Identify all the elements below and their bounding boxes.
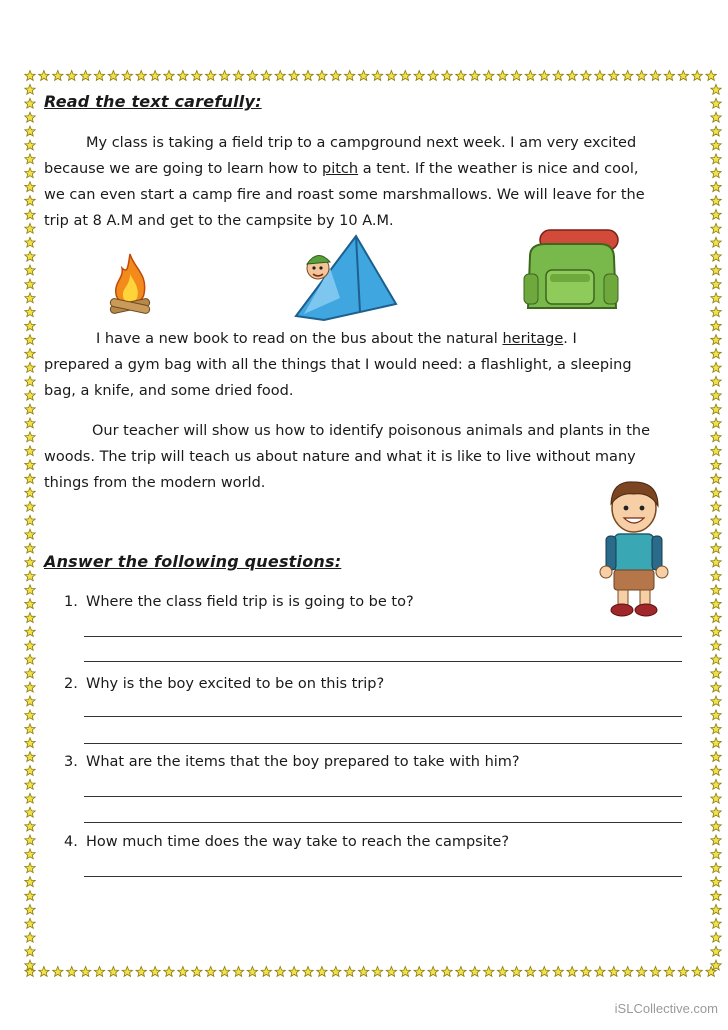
- border-star: [25, 474, 35, 484]
- border-star: [711, 112, 721, 122]
- border-star: [711, 210, 721, 220]
- border-star: [636, 967, 646, 977]
- border-star: [164, 71, 174, 81]
- border-star: [595, 967, 605, 977]
- paragraph-2: [44, 326, 684, 404]
- border-star: [150, 967, 160, 977]
- border-star: [636, 71, 646, 81]
- paragraph-3-line-2: woods. The trip will teach us about nature and what it is like to live without many: [44, 449, 636, 465]
- questions-heading: Answer the following questions:: [44, 552, 342, 571]
- border-star: [711, 98, 721, 108]
- border-star: [711, 654, 721, 664]
- border-star: [442, 967, 452, 977]
- border-star: [525, 71, 535, 81]
- border-star: [25, 849, 35, 859]
- border-star: [303, 71, 313, 81]
- border-star: [303, 967, 313, 977]
- paragraph-1-line-2: because we are going to learn how to pitch a tent. If the weather is nice and cool,: [44, 161, 639, 177]
- border-star: [711, 543, 721, 553]
- border-star: [108, 71, 118, 81]
- border-star: [497, 967, 507, 977]
- border-star: [711, 418, 721, 428]
- border-star: [711, 362, 721, 372]
- border-star: [539, 71, 549, 81]
- border-star: [122, 71, 132, 81]
- paragraph-1-line-3: we can even start a camp fire and roast some marshmallows. We will leave for the: [44, 187, 645, 203]
- border-star: [711, 140, 721, 150]
- border-star: [206, 71, 216, 81]
- border-star: [711, 460, 721, 470]
- border-star: [711, 182, 721, 192]
- border-star: [178, 967, 188, 977]
- border-star: [711, 599, 721, 609]
- border-star: [456, 71, 466, 81]
- border-star: [25, 335, 35, 345]
- border-star: [711, 307, 721, 317]
- border-star: [25, 349, 35, 359]
- paragraph-2-line-2: prepared a gym bag with all the things that I would need: a flashlight, a sleeping: [44, 357, 632, 373]
- answer-line[interactable]: [84, 636, 682, 637]
- border-star: [711, 279, 721, 289]
- question-4: 4. How much time does the way take to reach the campsite?: [64, 834, 510, 850]
- boy-icon: [598, 476, 670, 620]
- border-star: [711, 488, 721, 498]
- border-star: [164, 967, 174, 977]
- border-star: [484, 71, 494, 81]
- border-star: [25, 557, 35, 567]
- border-star: [289, 71, 299, 81]
- border-star: [711, 196, 721, 206]
- border-star: [25, 682, 35, 692]
- border-star: [25, 863, 35, 873]
- border-star: [711, 932, 721, 942]
- border-star: [386, 71, 396, 81]
- border-star: [711, 154, 721, 164]
- border-star: [664, 967, 674, 977]
- border-star: [25, 237, 35, 247]
- border-star: [711, 613, 721, 623]
- paragraph-2-line-1: I have a new book to read on the bus about the natural heritage. I: [96, 331, 577, 347]
- border-star: [25, 627, 35, 637]
- border-star: [711, 807, 721, 817]
- border-star: [192, 967, 202, 977]
- answer-line[interactable]: [84, 743, 682, 744]
- border-star: [711, 779, 721, 789]
- border-star: [275, 967, 285, 977]
- border-star: [25, 515, 35, 525]
- border-star: [67, 71, 77, 81]
- border-star: [25, 738, 35, 748]
- border-star: [108, 967, 118, 977]
- border-star: [711, 863, 721, 873]
- paragraph-3: [44, 418, 684, 496]
- border-star: [25, 640, 35, 650]
- border-star: [711, 376, 721, 386]
- border-star: [150, 71, 160, 81]
- border-star: [711, 265, 721, 275]
- paragraph-3-line-3: things from the modern world.: [44, 475, 266, 491]
- border-star: [25, 668, 35, 678]
- border-star: [711, 877, 721, 887]
- border-star: [711, 223, 721, 233]
- border-star: [178, 71, 188, 81]
- border-star: [711, 682, 721, 692]
- border-star: [711, 918, 721, 928]
- border-star: [25, 821, 35, 831]
- border-star: [25, 154, 35, 164]
- border-star: [25, 182, 35, 192]
- border-star: [39, 71, 49, 81]
- border-star: [525, 967, 535, 977]
- border-star: [372, 967, 382, 977]
- border-star: [711, 126, 721, 136]
- border-star: [25, 543, 35, 553]
- border-star: [25, 446, 35, 456]
- border-star: [25, 613, 35, 623]
- underlined-word-pitch: pitch: [322, 161, 359, 177]
- paragraph-1-line-1: My class is taking a field trip to a campground next week. I am very excited: [86, 135, 637, 151]
- border-star: [581, 71, 591, 81]
- border-star: [25, 196, 35, 206]
- border-star: [25, 793, 35, 803]
- question-2: 2. Why is the boy excited to be on this trip?: [64, 676, 385, 692]
- border-star: [25, 126, 35, 136]
- border-star: [25, 766, 35, 776]
- border-star: [25, 696, 35, 706]
- border-star: [25, 571, 35, 581]
- paragraph-1-line-4: trip at 8 A.M and get to the campsite by 10 A.M.: [44, 213, 394, 229]
- border-star: [664, 71, 674, 81]
- border-star: [25, 168, 35, 178]
- border-star: [25, 418, 35, 428]
- border-star: [25, 362, 35, 372]
- paragraph-2-line-3: bag, a knife, and some dried food.: [44, 383, 294, 399]
- border-star: [609, 71, 619, 81]
- border-star: [25, 112, 35, 122]
- border-star: [711, 766, 721, 776]
- border-star: [136, 967, 146, 977]
- border-star: [711, 696, 721, 706]
- border-star: [67, 967, 77, 977]
- border-star: [711, 585, 721, 595]
- border-star: [497, 71, 507, 81]
- reading-heading: Read the text carefully:: [44, 92, 262, 111]
- border-star: [289, 967, 299, 977]
- border-star: [711, 738, 721, 748]
- border-star: [331, 967, 341, 977]
- border-star: [25, 223, 35, 233]
- border-star: [650, 967, 660, 977]
- border-star: [122, 967, 132, 977]
- border-star: [53, 71, 63, 81]
- border-star: [331, 71, 341, 81]
- question-1: 1. Where the class field trip is is going to be to?: [64, 594, 414, 610]
- border-star: [711, 793, 721, 803]
- border-star: [428, 71, 438, 81]
- border-star: [219, 967, 229, 977]
- border-star: [25, 932, 35, 942]
- border-star: [511, 71, 521, 81]
- border-star: [706, 71, 716, 81]
- border-star: [233, 967, 243, 977]
- answer-line[interactable]: [84, 876, 682, 877]
- border-star: [25, 807, 35, 817]
- border-star: [25, 877, 35, 887]
- border-star: [25, 585, 35, 595]
- border-star: [25, 654, 35, 664]
- border-star: [192, 71, 202, 81]
- border-star: [711, 515, 721, 525]
- border-star: [25, 599, 35, 609]
- border-star: [94, 71, 104, 81]
- border-star: [711, 946, 721, 956]
- border-star: [442, 71, 452, 81]
- border-star: [650, 71, 660, 81]
- border-star: [25, 724, 35, 734]
- answer-line[interactable]: [84, 661, 682, 662]
- border-star: [711, 627, 721, 637]
- border-star: [136, 71, 146, 81]
- border-star: [39, 967, 49, 977]
- border-star: [25, 918, 35, 928]
- border-star: [206, 967, 216, 977]
- border-star: [25, 529, 35, 539]
- border-star: [539, 967, 549, 977]
- border-star: [414, 71, 424, 81]
- border-star: [25, 98, 35, 108]
- paragraph-1: [44, 130, 684, 234]
- border-star: [711, 821, 721, 831]
- border-star: [711, 335, 721, 345]
- border-star: [456, 967, 466, 977]
- border-star: [25, 488, 35, 498]
- border-star: [711, 321, 721, 331]
- border-star: [94, 967, 104, 977]
- border-star: [400, 71, 410, 81]
- border-star: [711, 557, 721, 567]
- border-star: [711, 668, 721, 678]
- border-star: [678, 71, 688, 81]
- border-star: [470, 71, 480, 81]
- border-star: [261, 967, 271, 977]
- border-star: [25, 293, 35, 303]
- tent-icon: [290, 228, 402, 324]
- border-star: [345, 967, 355, 977]
- border-star: [400, 967, 410, 977]
- border-star: [711, 84, 721, 94]
- border-star: [25, 265, 35, 275]
- border-star: [25, 779, 35, 789]
- border-star: [567, 71, 577, 81]
- border-star: [53, 967, 63, 977]
- border-star: [711, 404, 721, 414]
- border-star: [678, 967, 688, 977]
- paragraph-3-line-1: Our teacher will show us how to identify poisonous animals and plants in the: [92, 423, 651, 439]
- border-star: [711, 529, 721, 539]
- border-star: [711, 251, 721, 261]
- border-star: [25, 501, 35, 511]
- border-star: [609, 967, 619, 977]
- border-star: [261, 71, 271, 81]
- border-star: [275, 71, 285, 81]
- question-3: 3. What are the items that the boy prepared to take with him?: [64, 754, 520, 770]
- border-star: [25, 307, 35, 317]
- border-star: [25, 251, 35, 261]
- border-star: [484, 967, 494, 977]
- border-star: [553, 71, 563, 81]
- border-star: [711, 960, 721, 970]
- border-star: [711, 349, 721, 359]
- border-star: [25, 210, 35, 220]
- border-star: [711, 474, 721, 484]
- border-star: [711, 710, 721, 720]
- border-star: [711, 237, 721, 247]
- watermark-text: iSLCollective.com: [614, 1001, 718, 1016]
- border-star: [711, 891, 721, 901]
- border-star: [25, 404, 35, 414]
- border-star: [25, 891, 35, 901]
- border-star: [358, 967, 368, 977]
- underlined-word-heritage: heritage: [502, 331, 564, 347]
- border-star: [711, 168, 721, 178]
- border-star: [692, 71, 702, 81]
- border-star: [581, 967, 591, 977]
- backpack-icon: [516, 226, 626, 316]
- border-star: [711, 835, 721, 845]
- border-star: [25, 321, 35, 331]
- border-star: [25, 946, 35, 956]
- border-star: [595, 71, 605, 81]
- border-star: [25, 140, 35, 150]
- border-star: [25, 71, 35, 81]
- border-star: [25, 279, 35, 289]
- border-star: [25, 710, 35, 720]
- border-star: [345, 71, 355, 81]
- border-star: [25, 84, 35, 94]
- border-star: [25, 460, 35, 470]
- border-star: [711, 446, 721, 456]
- border-star: [233, 71, 243, 81]
- border-star: [25, 752, 35, 762]
- campfire-icon: [104, 250, 156, 322]
- border-star: [511, 967, 521, 977]
- border-star: [414, 967, 424, 977]
- answer-line[interactable]: [84, 796, 682, 797]
- border-star: [711, 640, 721, 650]
- border-star: [711, 905, 721, 915]
- border-star: [428, 967, 438, 977]
- border-star: [80, 967, 90, 977]
- border-star: [25, 376, 35, 386]
- border-star: [25, 432, 35, 442]
- answer-line[interactable]: [84, 822, 682, 823]
- border-star: [711, 724, 721, 734]
- border-star: [358, 71, 368, 81]
- border-star: [711, 501, 721, 511]
- border-star: [247, 967, 257, 977]
- border-star: [692, 967, 702, 977]
- border-star: [553, 967, 563, 977]
- border-star: [470, 967, 480, 977]
- border-star: [711, 571, 721, 581]
- border-star: [219, 71, 229, 81]
- border-star: [80, 71, 90, 81]
- border-star: [247, 71, 257, 81]
- border-star: [623, 967, 633, 977]
- border-star: [372, 71, 382, 81]
- border-star: [711, 293, 721, 303]
- border-star: [317, 71, 327, 81]
- answer-line[interactable]: [84, 716, 682, 717]
- border-star: [25, 905, 35, 915]
- border-star: [711, 390, 721, 400]
- border-star: [25, 835, 35, 845]
- border-star: [711, 849, 721, 859]
- border-star: [711, 752, 721, 762]
- border-star: [317, 967, 327, 977]
- border-star: [623, 71, 633, 81]
- border-star: [386, 967, 396, 977]
- border-star: [567, 967, 577, 977]
- border-star: [25, 390, 35, 400]
- border-star: [711, 432, 721, 442]
